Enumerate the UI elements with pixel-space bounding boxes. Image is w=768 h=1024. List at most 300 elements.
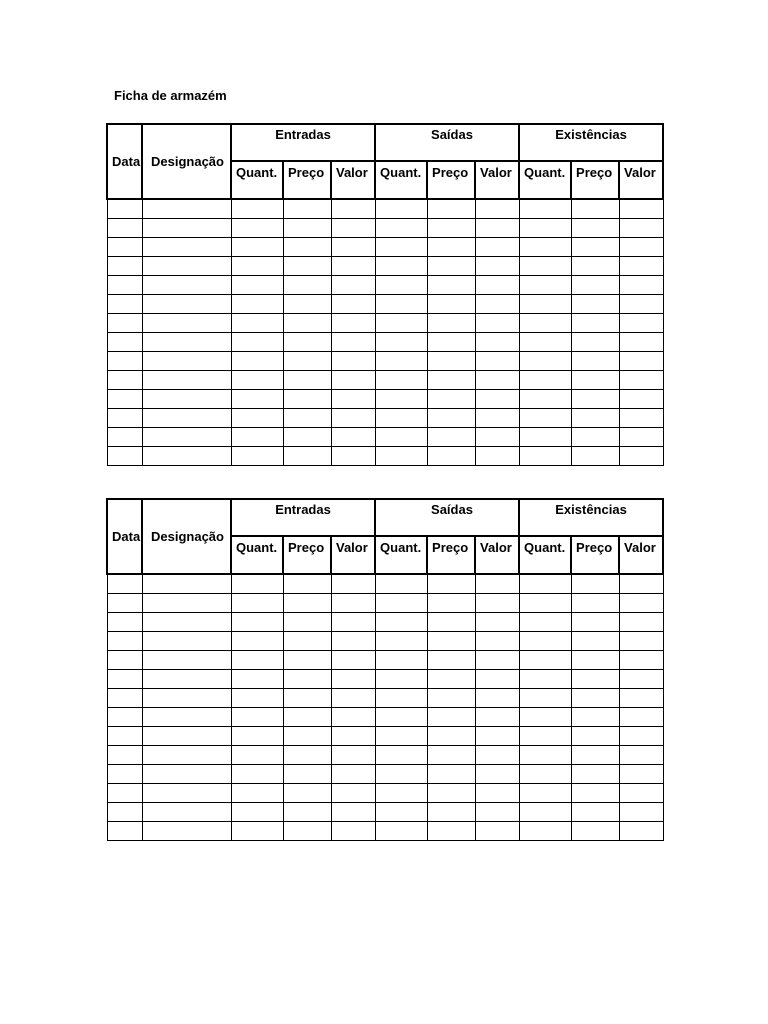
table-cell[interactable] — [375, 746, 427, 765]
table-cell[interactable] — [619, 822, 663, 841]
table-cell[interactable] — [231, 390, 283, 409]
table-cell[interactable] — [331, 333, 375, 352]
table-cell[interactable] — [475, 447, 519, 466]
table-cell[interactable] — [519, 574, 571, 594]
table-cell[interactable] — [571, 276, 619, 295]
table-cell[interactable] — [231, 447, 283, 466]
table-cell[interactable] — [283, 276, 331, 295]
table-cell[interactable] — [375, 314, 427, 333]
table-cell[interactable] — [571, 257, 619, 276]
table-cell[interactable] — [331, 371, 375, 390]
table-cell[interactable] — [107, 238, 142, 257]
table-cell[interactable] — [283, 803, 331, 822]
table-cell[interactable] — [571, 632, 619, 651]
table-cell[interactable] — [427, 257, 475, 276]
table-cell[interactable] — [619, 708, 663, 727]
table-cell[interactable] — [571, 765, 619, 784]
table-cell[interactable] — [375, 727, 427, 746]
table-cell[interactable] — [283, 314, 331, 333]
table-cell[interactable] — [475, 613, 519, 632]
table-cell[interactable] — [427, 651, 475, 670]
table-cell[interactable] — [475, 409, 519, 428]
table-cell[interactable] — [231, 784, 283, 803]
table-cell[interactable] — [519, 390, 571, 409]
table-cell[interactable] — [619, 409, 663, 428]
table-cell[interactable] — [475, 314, 519, 333]
table-cell[interactable] — [283, 613, 331, 632]
table-cell[interactable] — [283, 409, 331, 428]
table-cell[interactable] — [519, 219, 571, 238]
table-cell[interactable] — [519, 257, 571, 276]
table-cell[interactable] — [427, 371, 475, 390]
table-cell[interactable] — [142, 594, 231, 613]
table-cell[interactable] — [427, 689, 475, 708]
table-cell[interactable] — [619, 390, 663, 409]
table-cell[interactable] — [475, 632, 519, 651]
table-cell[interactable] — [231, 613, 283, 632]
table-cell[interactable] — [331, 746, 375, 765]
table-cell[interactable] — [231, 689, 283, 708]
table-cell[interactable] — [519, 352, 571, 371]
table-cell[interactable] — [571, 651, 619, 670]
table-cell[interactable] — [331, 613, 375, 632]
table-cell[interactable] — [427, 784, 475, 803]
table-cell[interactable] — [142, 352, 231, 371]
table-cell[interactable] — [142, 219, 231, 238]
table-cell[interactable] — [519, 651, 571, 670]
table-cell[interactable] — [283, 727, 331, 746]
table-cell[interactable] — [571, 613, 619, 632]
table-cell[interactable] — [427, 314, 475, 333]
table-cell[interactable] — [142, 613, 231, 632]
table-cell[interactable] — [519, 594, 571, 613]
table-cell[interactable] — [331, 594, 375, 613]
table-cell[interactable] — [107, 428, 142, 447]
table-cell[interactable] — [519, 295, 571, 314]
table-cell[interactable] — [231, 333, 283, 352]
table-cell[interactable] — [107, 295, 142, 314]
table-cell[interactable] — [475, 428, 519, 447]
table-cell[interactable] — [283, 447, 331, 466]
table-cell[interactable] — [231, 314, 283, 333]
table-cell[interactable] — [231, 371, 283, 390]
table-cell[interactable] — [427, 428, 475, 447]
table-cell[interactable] — [519, 238, 571, 257]
table-cell[interactable] — [231, 574, 283, 594]
table-cell[interactable] — [475, 670, 519, 689]
table-cell[interactable] — [107, 727, 142, 746]
table-cell[interactable] — [107, 447, 142, 466]
table-cell[interactable] — [107, 276, 142, 295]
table-cell[interactable] — [331, 632, 375, 651]
table-cell[interactable] — [619, 651, 663, 670]
table-cell[interactable] — [283, 257, 331, 276]
table-cell[interactable] — [107, 574, 142, 594]
table-cell[interactable] — [571, 295, 619, 314]
table-cell[interactable] — [283, 822, 331, 841]
table-cell[interactable] — [571, 803, 619, 822]
table-cell[interactable] — [619, 333, 663, 352]
table-cell[interactable] — [519, 822, 571, 841]
table-cell[interactable] — [427, 746, 475, 765]
table-cell[interactable] — [619, 352, 663, 371]
table-cell[interactable] — [519, 689, 571, 708]
table-cell[interactable] — [107, 314, 142, 333]
table-cell[interactable] — [475, 727, 519, 746]
table-cell[interactable] — [142, 689, 231, 708]
table-cell[interactable] — [375, 632, 427, 651]
table-cell[interactable] — [283, 238, 331, 257]
table-cell[interactable] — [331, 822, 375, 841]
table-cell[interactable] — [519, 276, 571, 295]
table-cell[interactable] — [283, 390, 331, 409]
table-cell[interactable] — [571, 371, 619, 390]
table-cell[interactable] — [142, 651, 231, 670]
table-cell[interactable] — [283, 428, 331, 447]
table-cell[interactable] — [475, 371, 519, 390]
table-cell[interactable] — [283, 199, 331, 219]
table-cell[interactable] — [427, 727, 475, 746]
table-cell[interactable] — [619, 238, 663, 257]
table-cell[interactable] — [375, 574, 427, 594]
table-cell[interactable] — [519, 727, 571, 746]
table-cell[interactable] — [475, 219, 519, 238]
table-cell[interactable] — [519, 784, 571, 803]
table-cell[interactable] — [142, 314, 231, 333]
table-cell[interactable] — [142, 708, 231, 727]
table-cell[interactable] — [331, 295, 375, 314]
table-cell[interactable] — [107, 803, 142, 822]
table-cell[interactable] — [231, 199, 283, 219]
table-cell[interactable] — [519, 447, 571, 466]
table-cell[interactable] — [427, 613, 475, 632]
table-cell[interactable] — [519, 803, 571, 822]
table-cell[interactable] — [571, 594, 619, 613]
table-cell[interactable] — [107, 333, 142, 352]
table-cell[interactable] — [375, 409, 427, 428]
table-cell[interactable] — [519, 428, 571, 447]
table-cell[interactable] — [142, 333, 231, 352]
table-cell[interactable] — [475, 651, 519, 670]
table-cell[interactable] — [619, 295, 663, 314]
table-cell[interactable] — [107, 689, 142, 708]
table-cell[interactable] — [375, 390, 427, 409]
table-cell[interactable] — [142, 803, 231, 822]
table-cell[interactable] — [375, 333, 427, 352]
table-cell[interactable] — [231, 352, 283, 371]
table-cell[interactable] — [231, 257, 283, 276]
table-cell[interactable] — [142, 574, 231, 594]
table-cell[interactable] — [107, 371, 142, 390]
table-cell[interactable] — [619, 428, 663, 447]
table-cell[interactable] — [231, 428, 283, 447]
table-cell[interactable] — [142, 447, 231, 466]
table-cell[interactable] — [283, 746, 331, 765]
table-cell[interactable] — [142, 670, 231, 689]
table-cell[interactable] — [107, 670, 142, 689]
table-cell[interactable] — [571, 670, 619, 689]
table-cell[interactable] — [142, 390, 231, 409]
table-cell[interactable] — [142, 409, 231, 428]
table-cell[interactable] — [427, 276, 475, 295]
table-cell[interactable] — [107, 613, 142, 632]
table-cell[interactable] — [519, 670, 571, 689]
table-cell[interactable] — [519, 371, 571, 390]
table-cell[interactable] — [475, 295, 519, 314]
table-cell[interactable] — [331, 257, 375, 276]
table-cell[interactable] — [107, 784, 142, 803]
table-cell[interactable] — [427, 199, 475, 219]
table-cell[interactable] — [331, 689, 375, 708]
table-cell[interactable] — [331, 238, 375, 257]
table-cell[interactable] — [142, 295, 231, 314]
table-cell[interactable] — [231, 219, 283, 238]
table-cell[interactable] — [375, 295, 427, 314]
table-cell[interactable] — [571, 199, 619, 219]
table-cell[interactable] — [427, 632, 475, 651]
table-cell[interactable] — [375, 784, 427, 803]
table-cell[interactable] — [375, 219, 427, 238]
table-cell[interactable] — [519, 746, 571, 765]
table-cell[interactable] — [107, 199, 142, 219]
table-cell[interactable] — [619, 784, 663, 803]
table-cell[interactable] — [283, 594, 331, 613]
table-cell[interactable] — [619, 574, 663, 594]
table-cell[interactable] — [231, 803, 283, 822]
table-cell[interactable] — [283, 689, 331, 708]
table-cell[interactable] — [427, 670, 475, 689]
table-cell[interactable] — [619, 314, 663, 333]
table-cell[interactable] — [427, 238, 475, 257]
table-cell[interactable] — [283, 333, 331, 352]
table-cell[interactable] — [619, 632, 663, 651]
table-cell[interactable] — [331, 314, 375, 333]
table-cell[interactable] — [375, 613, 427, 632]
table-cell[interactable] — [142, 199, 231, 219]
table-cell[interactable] — [427, 574, 475, 594]
table-cell[interactable] — [619, 257, 663, 276]
table-cell[interactable] — [283, 651, 331, 670]
table-cell[interactable] — [231, 822, 283, 841]
table-cell[interactable] — [519, 333, 571, 352]
table-cell[interactable] — [283, 632, 331, 651]
table-cell[interactable] — [375, 594, 427, 613]
table-cell[interactable] — [231, 276, 283, 295]
table-cell[interactable] — [375, 199, 427, 219]
table-cell[interactable] — [375, 238, 427, 257]
table-cell[interactable] — [231, 708, 283, 727]
table-cell[interactable] — [619, 276, 663, 295]
table-cell[interactable] — [571, 314, 619, 333]
table-cell[interactable] — [475, 784, 519, 803]
table-cell[interactable] — [475, 199, 519, 219]
table-cell[interactable] — [519, 632, 571, 651]
table-cell[interactable] — [571, 784, 619, 803]
table-cell[interactable] — [475, 276, 519, 295]
table-cell[interactable] — [519, 199, 571, 219]
table-cell[interactable] — [619, 447, 663, 466]
table-cell[interactable] — [571, 689, 619, 708]
table-cell[interactable] — [142, 276, 231, 295]
table-cell[interactable] — [283, 295, 331, 314]
table-cell[interactable] — [142, 765, 231, 784]
table-cell[interactable] — [571, 574, 619, 594]
table-cell[interactable] — [475, 708, 519, 727]
table-cell[interactable] — [107, 822, 142, 841]
table-cell[interactable] — [571, 390, 619, 409]
table-cell[interactable] — [619, 803, 663, 822]
table-cell[interactable] — [475, 822, 519, 841]
table-cell[interactable] — [619, 371, 663, 390]
table-cell[interactable] — [142, 428, 231, 447]
table-cell[interactable] — [427, 594, 475, 613]
table-cell[interactable] — [231, 632, 283, 651]
table-cell[interactable] — [331, 727, 375, 746]
table-cell[interactable] — [571, 746, 619, 765]
table-cell[interactable] — [375, 371, 427, 390]
table-cell[interactable] — [283, 352, 331, 371]
table-cell[interactable] — [475, 594, 519, 613]
table-cell[interactable] — [331, 428, 375, 447]
table-cell[interactable] — [519, 765, 571, 784]
table-cell[interactable] — [619, 670, 663, 689]
table-cell[interactable] — [375, 352, 427, 371]
table-cell[interactable] — [375, 257, 427, 276]
table-cell[interactable] — [375, 447, 427, 466]
table-cell[interactable] — [571, 333, 619, 352]
table-cell[interactable] — [375, 276, 427, 295]
table-cell[interactable] — [142, 746, 231, 765]
table-cell[interactable] — [475, 238, 519, 257]
table-cell[interactable] — [475, 390, 519, 409]
table-cell[interactable] — [571, 428, 619, 447]
table-cell[interactable] — [283, 219, 331, 238]
table-cell[interactable] — [571, 409, 619, 428]
table-cell[interactable] — [107, 219, 142, 238]
table-cell[interactable] — [331, 708, 375, 727]
table-cell[interactable] — [142, 371, 231, 390]
table-cell[interactable] — [375, 428, 427, 447]
table-cell[interactable] — [283, 765, 331, 784]
table-cell[interactable] — [375, 708, 427, 727]
table-cell[interactable] — [427, 352, 475, 371]
table-cell[interactable] — [331, 784, 375, 803]
table-cell[interactable] — [619, 746, 663, 765]
table-cell[interactable] — [619, 689, 663, 708]
table-cell[interactable] — [375, 689, 427, 708]
table-cell[interactable] — [107, 390, 142, 409]
table-cell[interactable] — [283, 708, 331, 727]
table-cell[interactable] — [283, 784, 331, 803]
table-cell[interactable] — [571, 219, 619, 238]
table-cell[interactable] — [427, 409, 475, 428]
table-cell[interactable] — [331, 803, 375, 822]
table-cell[interactable] — [427, 708, 475, 727]
table-cell[interactable] — [619, 727, 663, 746]
table-cell[interactable] — [231, 651, 283, 670]
table-cell[interactable] — [427, 295, 475, 314]
table-cell[interactable] — [571, 708, 619, 727]
table-cell[interactable] — [107, 257, 142, 276]
table-cell[interactable] — [375, 822, 427, 841]
table-cell[interactable] — [331, 765, 375, 784]
table-cell[interactable] — [571, 238, 619, 257]
table-cell[interactable] — [331, 352, 375, 371]
table-cell[interactable] — [519, 613, 571, 632]
table-cell[interactable] — [142, 257, 231, 276]
table-cell[interactable] — [475, 257, 519, 276]
table-cell[interactable] — [375, 803, 427, 822]
table-cell[interactable] — [231, 594, 283, 613]
table-cell[interactable] — [142, 727, 231, 746]
table-cell[interactable] — [107, 594, 142, 613]
table-cell[interactable] — [619, 765, 663, 784]
table-cell[interactable] — [571, 822, 619, 841]
table-cell[interactable] — [231, 409, 283, 428]
table-cell[interactable] — [475, 352, 519, 371]
table-cell[interactable] — [107, 746, 142, 765]
table-cell[interactable] — [107, 632, 142, 651]
table-cell[interactable] — [283, 574, 331, 594]
table-cell[interactable] — [619, 613, 663, 632]
table-cell[interactable] — [331, 276, 375, 295]
table-cell[interactable] — [427, 333, 475, 352]
table-cell[interactable] — [571, 447, 619, 466]
table-cell[interactable] — [427, 219, 475, 238]
table-cell[interactable] — [331, 651, 375, 670]
table-cell[interactable] — [283, 670, 331, 689]
table-cell[interactable] — [331, 447, 375, 466]
table-cell[interactable] — [231, 238, 283, 257]
table-cell[interactable] — [619, 219, 663, 238]
table-cell[interactable] — [475, 574, 519, 594]
table-cell[interactable] — [519, 708, 571, 727]
table-cell[interactable] — [475, 765, 519, 784]
table-cell[interactable] — [107, 409, 142, 428]
table-cell[interactable] — [283, 371, 331, 390]
table-cell[interactable] — [331, 670, 375, 689]
table-cell[interactable] — [519, 409, 571, 428]
table-cell[interactable] — [107, 352, 142, 371]
table-cell[interactable] — [427, 447, 475, 466]
table-cell[interactable] — [375, 765, 427, 784]
table-cell[interactable] — [142, 632, 231, 651]
table-cell[interactable] — [375, 670, 427, 689]
table-cell[interactable] — [331, 390, 375, 409]
table-cell[interactable] — [231, 765, 283, 784]
table-cell[interactable] — [231, 727, 283, 746]
table-cell[interactable] — [331, 219, 375, 238]
table-cell[interactable] — [142, 822, 231, 841]
table-cell[interactable] — [619, 199, 663, 219]
table-cell[interactable] — [231, 746, 283, 765]
table-cell[interactable] — [427, 390, 475, 409]
table-cell[interactable] — [231, 295, 283, 314]
table-cell[interactable] — [142, 238, 231, 257]
table-cell[interactable] — [571, 352, 619, 371]
table-cell[interactable] — [475, 746, 519, 765]
table-cell[interactable] — [331, 199, 375, 219]
table-cell[interactable] — [475, 803, 519, 822]
table-cell[interactable] — [571, 727, 619, 746]
table-cell[interactable] — [427, 822, 475, 841]
table-cell[interactable] — [107, 651, 142, 670]
table-cell[interactable] — [331, 409, 375, 428]
table-cell[interactable] — [107, 708, 142, 727]
table-cell[interactable] — [375, 651, 427, 670]
table-cell[interactable] — [331, 574, 375, 594]
table-cell[interactable] — [427, 765, 475, 784]
